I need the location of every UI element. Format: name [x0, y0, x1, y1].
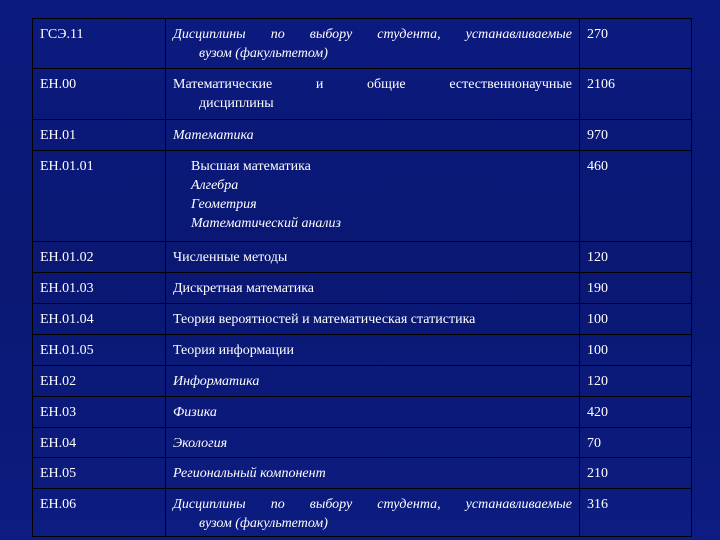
sub-discipline: Геометрия [191, 197, 257, 212]
discipline-code: ЕН.01 [33, 120, 166, 151]
table-row [33, 304, 692, 335]
table-row [33, 428, 692, 458]
discipline-code: ЕН.01.05 [33, 335, 166, 366]
discipline-code: ЕН.05 [33, 458, 166, 489]
table-row [33, 489, 692, 537]
hours-value: 316 [580, 489, 692, 537]
hours-value: 100 [580, 335, 692, 366]
discipline-code: ЕН.01.02 [33, 242, 166, 273]
hours-value: 120 [580, 366, 692, 397]
hours-value: 70 [580, 428, 692, 458]
hours-value: 100 [580, 304, 692, 335]
hours-value: 210 [580, 458, 692, 489]
discipline-code: ЕН.04 [33, 428, 166, 458]
hours-value: 120 [580, 242, 692, 273]
discipline-code: ЕН.01.03 [33, 273, 166, 304]
discipline-name: Теория информации [166, 335, 580, 366]
table-row [33, 151, 692, 242]
discipline-name: Математика [166, 120, 580, 151]
discipline-code: ЕН.03 [33, 397, 166, 428]
discipline-name: Дисциплины по выбору студента, устанавливаемые вузом (факультетом) [166, 19, 580, 69]
hours-value: 460 [580, 151, 692, 242]
hours-value: 2106 [580, 69, 692, 120]
discipline-code: ЕН.06 [33, 489, 166, 537]
discipline-name: Дискретная математика [166, 273, 580, 304]
discipline-code: ЕН.00 [33, 69, 166, 120]
discipline-name: Математические и общие естественнонаучные дисциплины [166, 69, 580, 120]
table-row [33, 120, 692, 151]
hours-value: 190 [580, 273, 692, 304]
discipline-code: ЕН.02 [33, 366, 166, 397]
curriculum-table [32, 18, 692, 537]
table-row [33, 397, 692, 428]
discipline-name: Информатика [166, 366, 580, 397]
discipline-name: Дисциплины по выбору студента, устанавливаемые вузом (факультетом) [166, 489, 580, 537]
discipline-name: Экология [166, 428, 580, 458]
discipline-name: Региональный компонент [166, 458, 580, 489]
table-row [33, 69, 692, 120]
table-row [33, 273, 692, 304]
table-row [33, 19, 692, 69]
discipline-name: Численные методы [166, 242, 580, 273]
discipline-name [166, 151, 580, 242]
sub-discipline: Алгебра [191, 178, 239, 193]
sub-discipline: Математический анализ [191, 216, 341, 231]
discipline-name: Физика [166, 397, 580, 428]
hours-value: 270 [580, 19, 692, 69]
hours-value: 970 [580, 120, 692, 151]
table-row [33, 335, 692, 366]
discipline-name: Теория вероятностей и математическая статистика [166, 304, 580, 335]
discipline-code: ЕН.01.01 [33, 151, 166, 242]
hours-value: 420 [580, 397, 692, 428]
table-row [33, 242, 692, 273]
discipline-code: ЕН.01.04 [33, 304, 166, 335]
discipline-code: ГСЭ.11 [33, 19, 166, 69]
sub-discipline: Высшая математика [191, 159, 311, 174]
table-row [33, 366, 692, 397]
table-row [33, 458, 692, 489]
